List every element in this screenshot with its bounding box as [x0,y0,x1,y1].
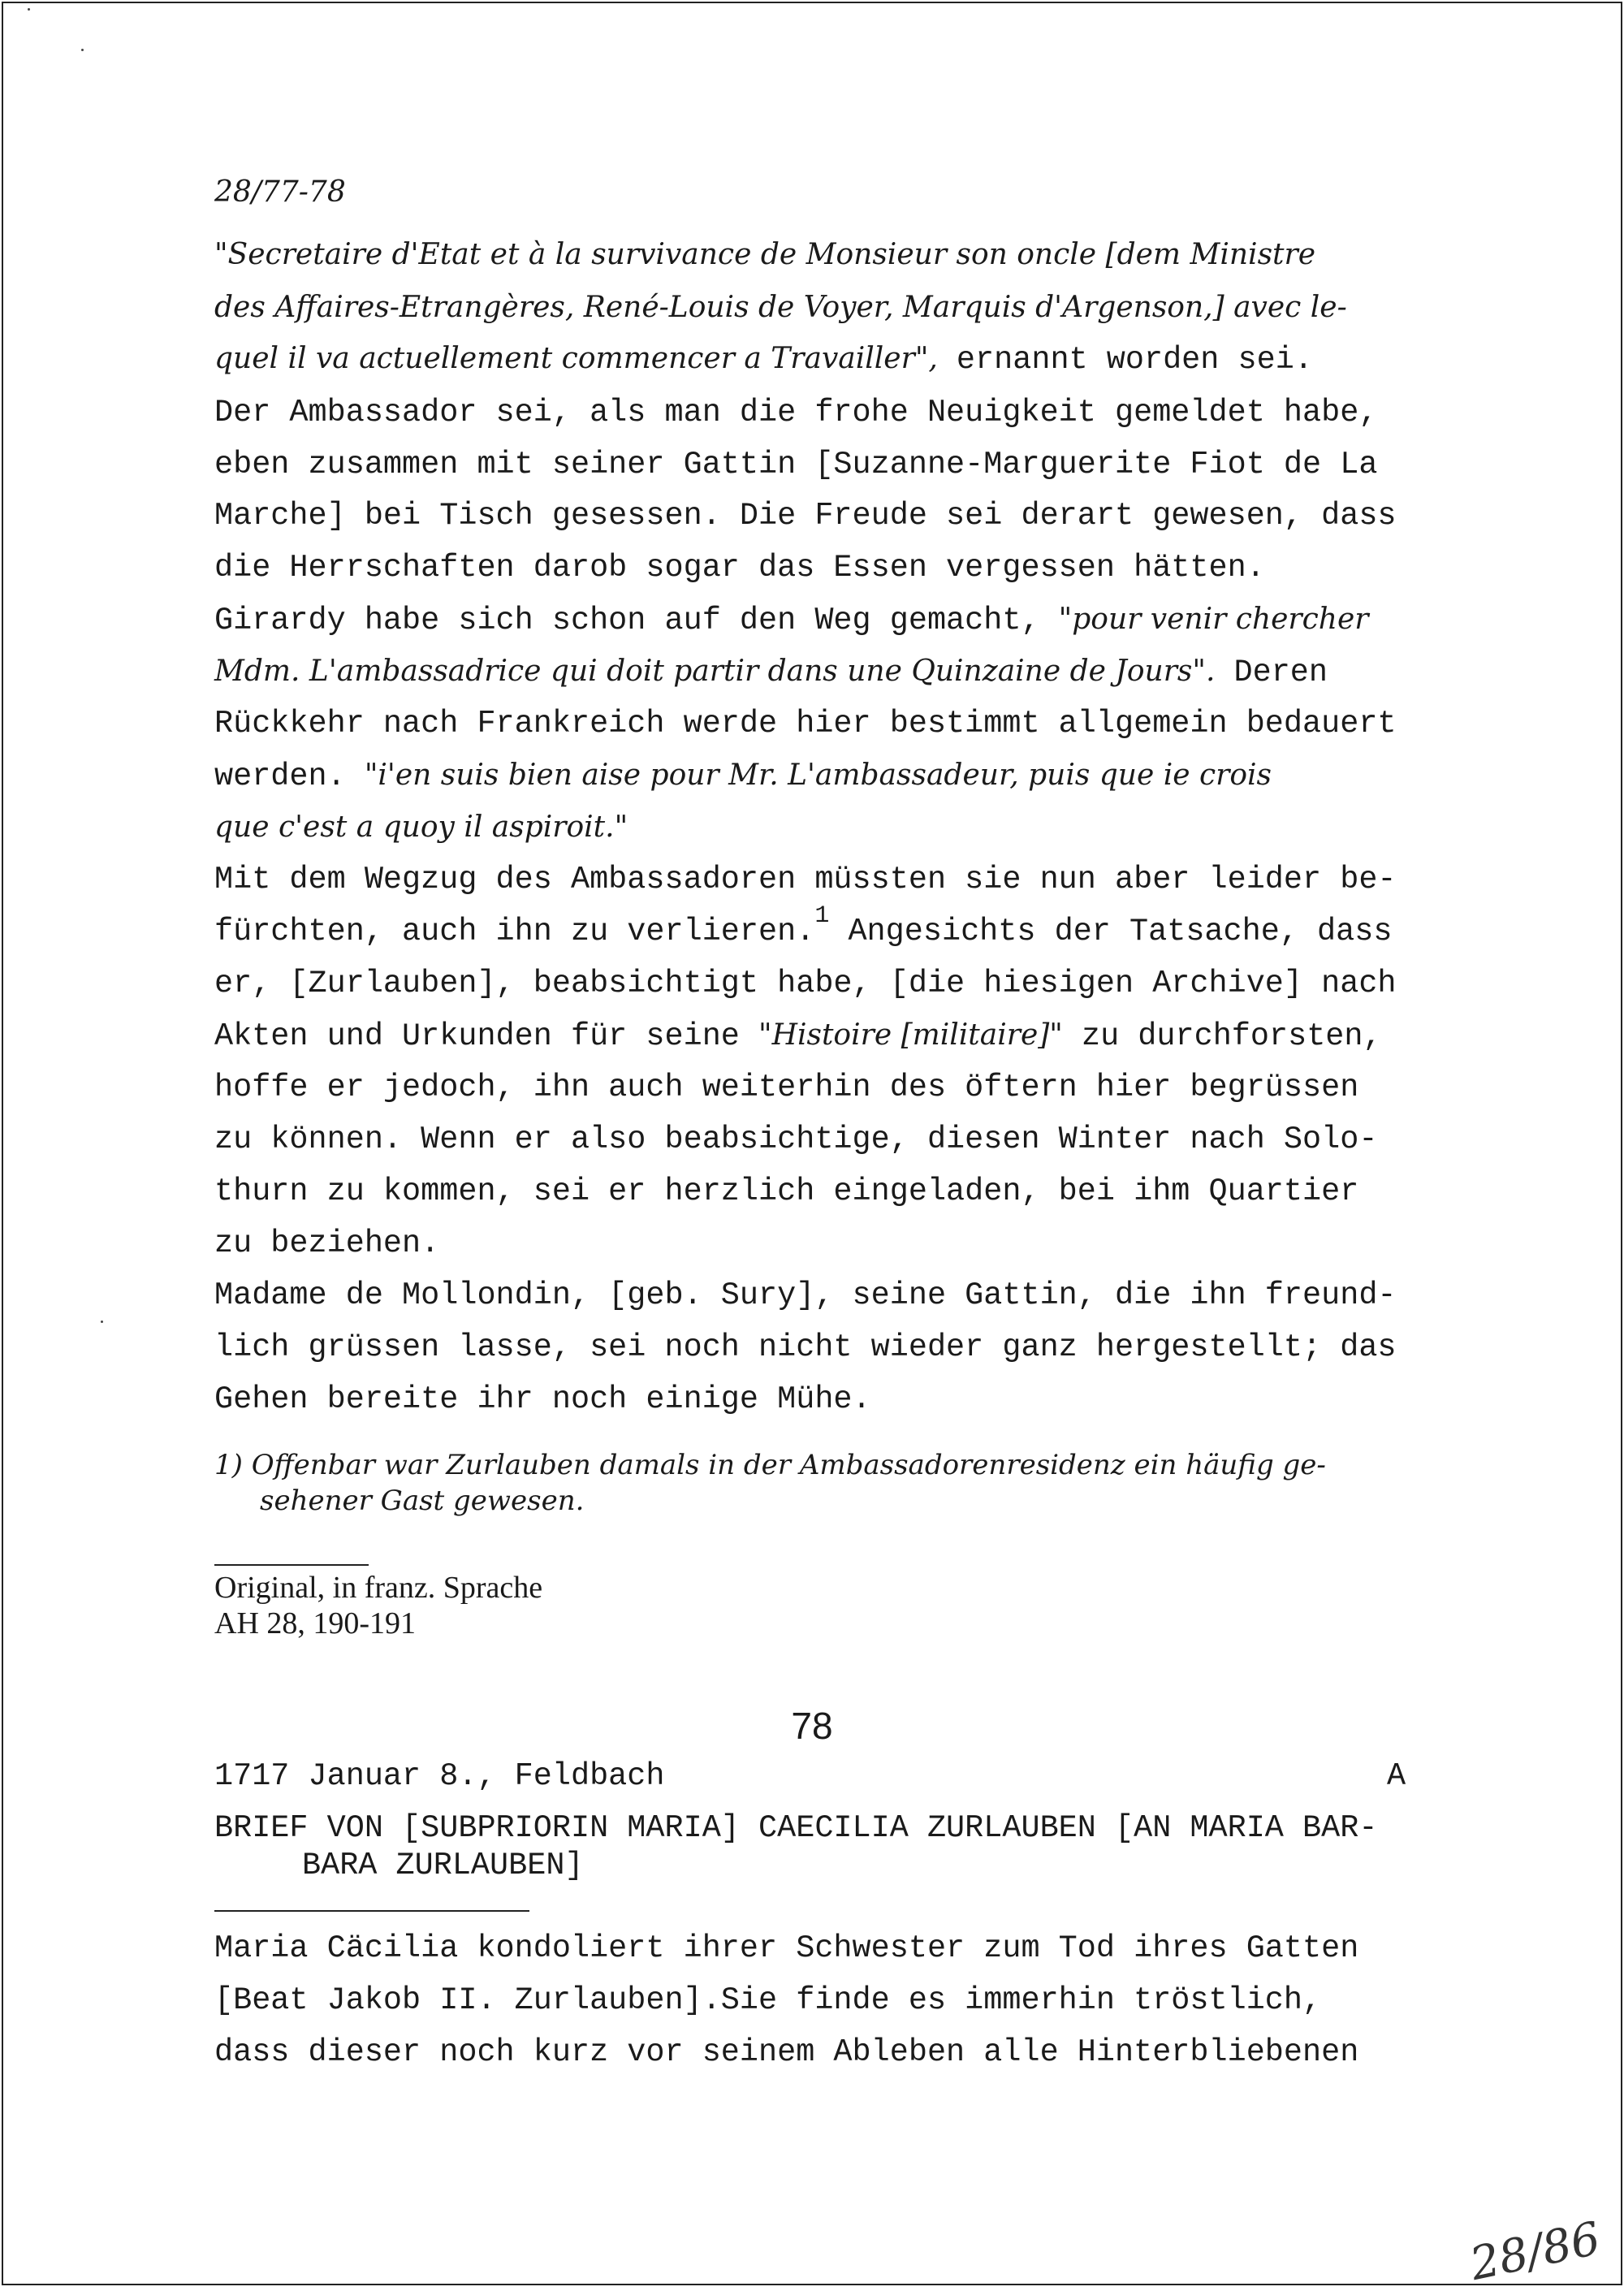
footnote-line: 1) Offenbar war Zurlauben damals in der Ambassadorenresidenz ein häufig ge- [214,1449,1326,1481]
text-line [214,340,1313,378]
entry-date-place: 1717 Januar 8., Feldbach [214,1758,665,1794]
text-line: hoffe er jedoch, ihn auch weiterhin des öftern hier begrüssen [214,1070,1359,1105]
text-plain: zu durchforsten, [1062,1018,1382,1054]
separator-rule [214,1564,369,1566]
text-line: dass dieser noch kurz vor seinem Ableben alle Hinterbliebenen [214,2034,1359,2070]
text-line: Mit dem Wegzug des Ambassadoren müssten sie nun aber leider be- [214,862,1397,897]
text-plain: Akten und Urkunden für seine [214,1018,759,1054]
footnote-line: sehener Gast gewesen. [260,1485,585,1517]
text-italic: "i'en suis bien aise pour Mr. L'ambassadeur, puis que ie crois [364,759,1272,792]
text-italic: quel il va actuellement commencer a Travailler", [214,342,938,375]
text-line [214,601,1369,639]
scan-speck [101,1321,103,1323]
text-italic: Mdm. L'ambassadrice qui doit partir dans une Quinzaine de Jours". [214,655,1216,688]
entry-title: BARA ZURLAUBEN] [302,1848,584,1883]
text-plain: Deren [1215,655,1328,690]
page-reference: 28/77-78 [214,175,346,209]
text-plain: werden. [214,759,365,794]
text-line: die Herrschaften darob sogar das Essen vergessen hätten. [214,550,1265,586]
scan-speck [81,49,84,51]
text-line [214,1017,1382,1055]
text-line: [Beat Jakob II. Zurlauben].Sie finde es immerhin tröstlich, [214,1982,1322,2018]
text-line: des Affaires-Etrangères, René-Louis de Voyer, Marquis d'Argenson,] avec le- [214,291,1347,324]
text-line: lich grüssen lasse, sei noch nicht wieder ganz hergestellt; das [214,1329,1397,1365]
entry-letter: A [1387,1758,1406,1794]
text-line: Rückkehr nach Frankreich werde hier bestimmt allgemein bedauert [214,706,1397,741]
separator-rule [214,1910,529,1912]
text-line: Der Ambassador sei, als man die frohe Neuigkeit gemeldet habe, [214,395,1378,430]
text-line: Marche] bei Tisch gesessen. Die Freude sei derart gewesen, dass [214,498,1397,534]
text-plain: ernannt worden sei. [937,342,1313,378]
text-line [214,653,1328,691]
text-line: Gehen bereite ihr noch einige Mühe. [214,1381,871,1417]
text-line: "Secretaire d'Etat et à la survivance de Monsieur son oncle [dem Ministre [214,238,1316,271]
entry-title: BRIEF VON [SUBPRIORIN MARIA] CAECILIA ZURLAUBEN [AN MARIA BAR- [214,1810,1378,1846]
source-line: Original, in franz. Sprache [214,1571,543,1605]
text-line: er, [Zurlauben], beabsichtigt habe, [die hiesigen Archive] nach [214,966,1397,1001]
text-line: thurn zu kommen, sei er herzlich eingeladen, bei ihm Quartier [214,1174,1359,1209]
text-italic: "pour venir chercher [1058,603,1369,636]
text-line [214,757,1272,795]
text-plain: Angesichts der Tatsache, dass [829,914,1393,949]
text-line [214,902,1393,953]
entry-number: 78 [791,1705,833,1747]
text-line: zu können. Wenn er also beabsichtige, diesen Winter nach Solo- [214,1122,1378,1157]
text-plain: fürchten, auch ihn zu verlieren. [214,914,815,949]
scan-speck [28,8,30,11]
text-line: eben zusammen mit seiner Gattin [Suzanne-Marguerite Fiot de La [214,447,1378,482]
text-line: zu beziehen. [214,1225,440,1261]
text-plain: Girardy habe sich schon auf den Weg gemacht, [214,603,1059,638]
handwritten-page-mark: 28/86 [1466,2211,1605,2291]
text-line: que c'est a quoy il aspiroit." [214,810,628,844]
text-line: Madame de Mollondin, [geb. Sury], seine Gattin, die ihn freund- [214,1277,1397,1313]
text-italic: "Histoire [militaire]" [758,1018,1063,1052]
footnote-marker: 1 [814,902,830,930]
source-line: AH 28, 190-191 [214,1606,417,1640]
text-line: Maria Cäcilia kondoliert ihrer Schwester zum Tod ihres Gatten [214,1930,1359,1966]
